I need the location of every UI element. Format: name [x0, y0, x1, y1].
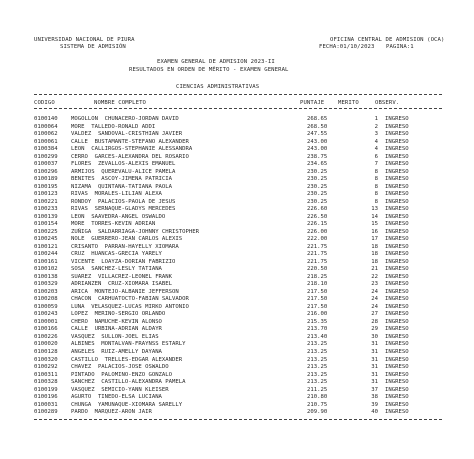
table-row	[34, 349, 444, 357]
table-row	[34, 154, 444, 162]
cell-name: LEON CALLIRGOS-STEPHANIE ALESSANDRA	[71, 146, 193, 153]
cell-score: 226.50	[307, 213, 328, 220]
cell-observation: INGRESO	[385, 341, 409, 348]
cell-name: CALLE BUSTAMANTE-STEFANO ALEXANDER	[71, 138, 189, 145]
cell-rank: 8	[374, 168, 378, 175]
cell-observation: INGRESO	[385, 303, 409, 310]
cell-rank: 18	[371, 243, 378, 250]
table-row	[34, 394, 444, 402]
cell-name: RIVAS SERNAQUE-GLADYS MERCEDES	[71, 206, 176, 213]
cell-code: 0100189	[34, 176, 58, 183]
cell-score: 215.35	[307, 318, 328, 325]
cell-code: 0100311	[34, 371, 58, 378]
cell-observation: INGRESO	[385, 251, 409, 258]
cell-name: CALLE URBINA-ADRIAN ALDAYR	[71, 326, 162, 333]
cell-score: 213.70	[307, 326, 328, 333]
cell-name: MORE TORRES-KEVIN ADRIAN	[71, 221, 156, 228]
cell-score: 221.75	[307, 258, 328, 265]
cell-rank: 15	[371, 221, 378, 228]
cell-name: NOLE GUERRERO-JEAN CARLOS ALEXIS	[71, 236, 183, 243]
cell-observation: INGRESO	[385, 311, 409, 318]
table-row	[34, 281, 444, 289]
cell-name: CHERO NAMUCHE-KEVIN ALONSO	[71, 318, 162, 325]
cell-name: PARDO MARQUEZ-ARON JAIR	[71, 409, 152, 416]
cell-name: ADRIANZEN CRUZ-XIOMARA ISABEL	[71, 281, 173, 288]
cell-rank: 31	[371, 341, 378, 348]
cell-name: FLORES ZEVALLOS-ALEXIS EMANUEL	[71, 161, 176, 168]
cell-score: 213.25	[307, 341, 328, 348]
cell-observation: INGRESO	[385, 191, 409, 198]
cell-score: 221.75	[307, 243, 328, 250]
cell-name: ALBINES MONTALVAN-FRAYNSS ESTARLY	[71, 341, 186, 348]
cell-rank: 2	[374, 123, 378, 130]
cell-score: 234.65	[307, 161, 328, 168]
cell-score: 211.25	[307, 386, 328, 393]
cell-score: 238.75	[307, 153, 328, 160]
table-row	[34, 236, 444, 244]
cell-score: 226.60	[307, 206, 328, 213]
table-row	[34, 214, 444, 222]
table-row	[34, 244, 444, 252]
cell-name: MOGOLLON CHUNACERO-JORDAN DAVID	[71, 116, 179, 122]
office-name: OFICINA CENTRAL DE ADMISION (OCA)	[330, 37, 445, 43]
cell-score: 243.00	[307, 138, 328, 145]
divider-top	[34, 94, 442, 95]
cell-score: 216.00	[307, 311, 328, 318]
table-row	[34, 334, 444, 342]
cell-rank: 27	[371, 311, 378, 318]
table-row	[34, 124, 444, 132]
cell-rank: 37	[371, 386, 378, 393]
cell-score: 213.25	[307, 348, 328, 355]
cell-code: 0100059	[34, 303, 58, 310]
cell-score: 221.75	[307, 251, 328, 258]
divider-header	[34, 108, 442, 109]
cell-score: 226.15	[307, 221, 328, 228]
cell-name: CRUZ HUANCAS-GRECIA YARELY	[71, 251, 162, 258]
cell-name: VICENTE LOAYZA-DORIAN FABRIZIO	[71, 258, 176, 265]
cell-observation: INGRESO	[385, 153, 409, 160]
cell-code: 0100031	[34, 401, 58, 408]
cell-rank: 3	[374, 131, 378, 138]
table-row	[34, 259, 444, 267]
cell-rank: 6	[374, 153, 378, 160]
university-name: UNIVERSIDAD NACIONAL DE PIURA	[34, 37, 135, 43]
cell-rank: 29	[371, 326, 378, 333]
cell-observation: INGRESO	[385, 138, 409, 145]
column-header-name: NOMBRE COMPLETO	[94, 100, 147, 106]
cell-observation: INGRESO	[385, 273, 409, 280]
cell-code: 0100196	[34, 394, 58, 401]
cell-name: SOSA SANCHEZ-LESLY TATIANA	[71, 266, 162, 273]
cell-score: 230.25	[307, 168, 328, 175]
cell-score: 210.75	[307, 401, 328, 408]
cell-name: SANCHEZ CASTILLO-ALEXANDRA PAMELA	[71, 379, 186, 386]
table-row	[34, 221, 444, 229]
cell-rank: 31	[371, 364, 378, 371]
cell-rank: 1	[374, 116, 378, 122]
table-row	[34, 319, 444, 327]
cell-rank: 8	[374, 176, 378, 183]
cell-code: 0100243	[34, 311, 58, 318]
cell-rank: 8	[374, 191, 378, 198]
cell-code: 0100123	[34, 191, 58, 198]
exam-title: EXAMEN GENERAL DE ADMISION 2023-II	[157, 59, 275, 65]
cell-code: 0100208	[34, 296, 58, 303]
cell-code: 0100299	[34, 153, 58, 160]
table-row	[34, 357, 444, 365]
cell-code: 0100244	[34, 251, 58, 258]
cell-code: 0100384	[34, 146, 58, 153]
cell-observation: INGRESO	[385, 258, 409, 265]
table-row	[34, 161, 444, 169]
cell-observation: INGRESO	[385, 394, 409, 401]
table-row	[34, 206, 444, 214]
cell-observation: INGRESO	[385, 183, 409, 190]
cell-code: 0100296	[34, 168, 58, 175]
cell-code: 0100292	[34, 364, 58, 371]
cell-name: ANGELES RUIZ-AMELLY DAYANA	[71, 348, 162, 355]
cell-code: 0100140	[34, 116, 58, 122]
cell-name: CASTILLO TRELLES-EDGAR ALEXANDER	[71, 356, 183, 363]
cell-observation: INGRESO	[385, 356, 409, 363]
cell-rank: 39	[371, 401, 378, 408]
cell-name: VASQUEZ SEMICIO-YANN KLEISER	[71, 386, 169, 393]
cell-score: 213.25	[307, 379, 328, 386]
cell-observation: INGRESO	[385, 221, 409, 228]
cell-rank: 28	[371, 318, 378, 325]
cell-observation: INGRESO	[385, 266, 409, 273]
cell-observation: INGRESO	[385, 228, 409, 235]
divider-bottom	[34, 419, 442, 420]
table-row	[34, 341, 444, 349]
cell-observation: INGRESO	[385, 296, 409, 303]
cell-rank: 40	[371, 409, 378, 416]
column-header-code: CODIGO	[34, 100, 55, 106]
table-row	[34, 364, 444, 372]
column-header-score: PUNTAJE	[300, 100, 325, 106]
cell-name: CERRO GARCES-ALEXANDRA DEL ROSARIO	[71, 153, 189, 160]
cell-rank: 8	[374, 198, 378, 205]
table-row	[34, 289, 444, 297]
cell-rank: 23	[371, 281, 378, 288]
cell-code: 0100226	[34, 333, 58, 340]
cell-score: 230.25	[307, 191, 328, 198]
cell-code: 0100328	[34, 379, 58, 386]
cell-observation: INGRESO	[385, 318, 409, 325]
cell-observation: INGRESO	[385, 176, 409, 183]
cell-score: 209.90	[307, 409, 328, 416]
cell-name: VASQUEZ SULLON-JOEL ELIAS	[71, 333, 159, 340]
cell-observation: INGRESO	[385, 348, 409, 355]
cell-score: 268.65	[307, 116, 328, 122]
table-row	[34, 251, 444, 259]
cell-name: CHACON CARHUATOCTO-FABIAN SALVADOR	[71, 296, 189, 303]
cell-rank: 22	[371, 273, 378, 280]
cell-name: RIVAS MORALES-LILIAN ALEXA	[71, 191, 162, 198]
cell-observation: INGRESO	[385, 236, 409, 243]
cell-observation: INGRESO	[385, 288, 409, 295]
cell-observation: INGRESO	[385, 168, 409, 175]
cell-name: AGURTO TINEDO-ELSA LUCIANA	[71, 394, 162, 401]
cell-rank: 24	[371, 288, 378, 295]
cell-code: 0100221	[34, 198, 58, 205]
cell-score: 243.00	[307, 146, 328, 153]
cell-name: NIZAMA QUINTANA-TATIANA PAOLA	[71, 183, 173, 190]
cell-rank: 24	[371, 296, 378, 303]
cell-code: 0100138	[34, 273, 58, 280]
column-header-obs: OBSERV.	[375, 100, 400, 106]
cell-observation: INGRESO	[385, 371, 409, 378]
cell-code: 0100037	[34, 161, 58, 168]
cell-observation: INGRESO	[385, 206, 409, 213]
cell-observation: INGRESO	[385, 243, 409, 250]
cell-code: 0100203	[34, 288, 58, 295]
cell-name: BENITES ASCOY-JIMENA PATRICIA	[71, 176, 173, 183]
cell-score: 268.50	[307, 123, 328, 130]
cell-rank: 31	[371, 356, 378, 363]
cell-name: RONDOY PALACIOS-PAOLA DE JESUS	[71, 198, 176, 205]
cell-code: 0100195	[34, 183, 58, 190]
cell-score: 217.50	[307, 303, 328, 310]
cell-name: LOPEZ MERINO-SERGIO ORLANDO	[71, 311, 166, 318]
page-number: PAGINA:1	[386, 44, 414, 50]
cell-score: 217.50	[307, 288, 328, 295]
table-row	[34, 372, 444, 380]
cell-code: 0100121	[34, 243, 58, 250]
cell-name: ARMIJOS QUEREVALU-ALICE PAMELA	[71, 168, 176, 175]
cell-code: 0100329	[34, 281, 58, 288]
cell-code: 0100020	[34, 341, 58, 348]
cell-code: 0100233	[34, 206, 58, 213]
cell-rank: 17	[371, 236, 378, 243]
column-header-rank: MERITO	[338, 100, 359, 106]
table-row	[34, 379, 444, 387]
cell-score: 220.50	[307, 266, 328, 273]
cell-observation: INGRESO	[385, 379, 409, 386]
cell-rank: 18	[371, 251, 378, 258]
cell-rank: 31	[371, 371, 378, 378]
table-row	[34, 139, 444, 147]
cell-rank: 38	[371, 394, 378, 401]
cell-rank: 13	[371, 206, 378, 213]
cell-name: VALDEZ SANDOVAL-CRISTHIAN JAVIER	[71, 131, 183, 138]
table-row	[34, 304, 444, 312]
cell-score: 230.25	[307, 183, 328, 190]
cell-score: 247.55	[307, 131, 328, 138]
cell-code: 0100289	[34, 409, 58, 416]
cell-score: 213.25	[307, 356, 328, 363]
cell-score: 210.80	[307, 394, 328, 401]
cell-name: LUNA VELASQUEZ-LUCAS MIRKO ANTONIO	[71, 303, 189, 310]
cell-observation: INGRESO	[385, 146, 409, 153]
cell-name: CRISANTO PARRAN-HAYELLY XIOMARA	[71, 243, 179, 250]
cell-name: SUAREZ VILLACREZ-LEONEL FRANK	[71, 273, 173, 280]
table-row	[34, 274, 444, 282]
cell-score: 213.25	[307, 364, 328, 371]
cell-rank: 21	[371, 266, 378, 273]
cell-code: 0100001	[34, 318, 58, 325]
cell-observation: INGRESO	[385, 198, 409, 205]
cell-rank: 18	[371, 258, 378, 265]
table-row	[34, 184, 444, 192]
cell-code: 0100062	[34, 131, 58, 138]
cell-score: 230.25	[307, 176, 328, 183]
cell-observation: INGRESO	[385, 333, 409, 340]
cell-observation: INGRESO	[385, 326, 409, 333]
cell-name: LEON SAAVEDRA-ANGEL OSWALDO	[71, 213, 166, 220]
cell-code: 0100061	[34, 138, 58, 145]
table-row	[34, 131, 444, 139]
cell-code: 0100245	[34, 236, 58, 243]
cell-code: 0100199	[34, 386, 58, 393]
cell-name: PINTADO PALOMINO-ENZO GONZALO	[71, 371, 173, 378]
cell-code: 0100320	[34, 356, 58, 363]
table-row	[34, 266, 444, 274]
cell-observation: INGRESO	[385, 161, 409, 168]
cell-observation: INGRESO	[385, 409, 409, 416]
table-row	[34, 229, 444, 237]
table-row	[34, 387, 444, 395]
cell-name: ARICA MONTEJO-ALBANIE JEFFERSON	[71, 288, 179, 295]
cell-code: 0100225	[34, 228, 58, 235]
cell-code: 0100154	[34, 221, 58, 228]
cell-name: CHUNGA YAMUNAQUE-XIOMARA SARELLY	[71, 401, 183, 408]
cell-code: 0100102	[34, 266, 58, 273]
cell-observation: INGRESO	[385, 213, 409, 220]
cell-score: 213.40	[307, 333, 328, 340]
cell-score: 218.10	[307, 281, 328, 288]
table-row	[34, 409, 444, 417]
cell-code: 0100166	[34, 326, 58, 333]
cell-rank: 31	[371, 348, 378, 355]
cell-score: 218.25	[307, 273, 328, 280]
cell-name: ZUÑIGA SALDARRIAGA-JOHNNY CHRISTOPHER	[71, 228, 199, 235]
cell-rank: 4	[374, 146, 378, 153]
career-name: CIENCIAS ADMINISTRATIVAS	[176, 84, 260, 90]
cell-rank: 31	[371, 379, 378, 386]
table-row	[34, 326, 444, 334]
table-row	[34, 199, 444, 207]
cell-observation: INGRESO	[385, 131, 409, 138]
cell-observation: INGRESO	[385, 364, 409, 371]
cell-observation: INGRESO	[385, 123, 409, 130]
cell-name: MORE TALLEDO-RONALD ADDI	[71, 123, 156, 130]
cell-rank: 4	[374, 138, 378, 145]
cell-observation: INGRESO	[385, 401, 409, 408]
cell-score: 222.00	[307, 236, 328, 243]
cell-name: CHAVEZ PALACIOS-JOSE OSWALDO	[71, 364, 169, 371]
cell-code: 0100064	[34, 123, 58, 130]
cell-observation: INGRESO	[385, 386, 409, 393]
cell-observation: INGRESO	[385, 116, 409, 122]
table-row	[34, 169, 444, 177]
cell-score: 213.25	[307, 371, 328, 378]
cell-rank: 16	[371, 228, 378, 235]
system-name: SISTEMA DE ADMISIÓN	[60, 44, 126, 50]
table-row	[34, 296, 444, 304]
cell-score: 226.00	[307, 228, 328, 235]
cell-code: 0100128	[34, 348, 58, 355]
table-row	[34, 402, 444, 410]
cell-code: 0100161	[34, 258, 58, 265]
cell-observation: INGRESO	[385, 281, 409, 288]
table-row	[34, 146, 444, 154]
cell-score: 217.50	[307, 296, 328, 303]
table-row	[34, 311, 444, 319]
table-row	[34, 191, 444, 199]
table-row	[34, 116, 444, 124]
table-row	[34, 176, 444, 184]
cell-rank: 30	[371, 333, 378, 340]
cell-rank: 14	[371, 213, 378, 220]
cell-rank: 8	[374, 183, 378, 190]
exam-subtitle: RESULTADOS EN ORDEN DE MÉRITO - EXAMEN GENERAL	[129, 67, 289, 73]
report-date: FECHA:01/10/2023	[319, 44, 375, 50]
results-table	[34, 116, 444, 417]
cell-score: 230.25	[307, 198, 328, 205]
cell-rank: 7	[374, 161, 378, 168]
cell-rank: 24	[371, 303, 378, 310]
cell-code: 0100139	[34, 213, 58, 220]
